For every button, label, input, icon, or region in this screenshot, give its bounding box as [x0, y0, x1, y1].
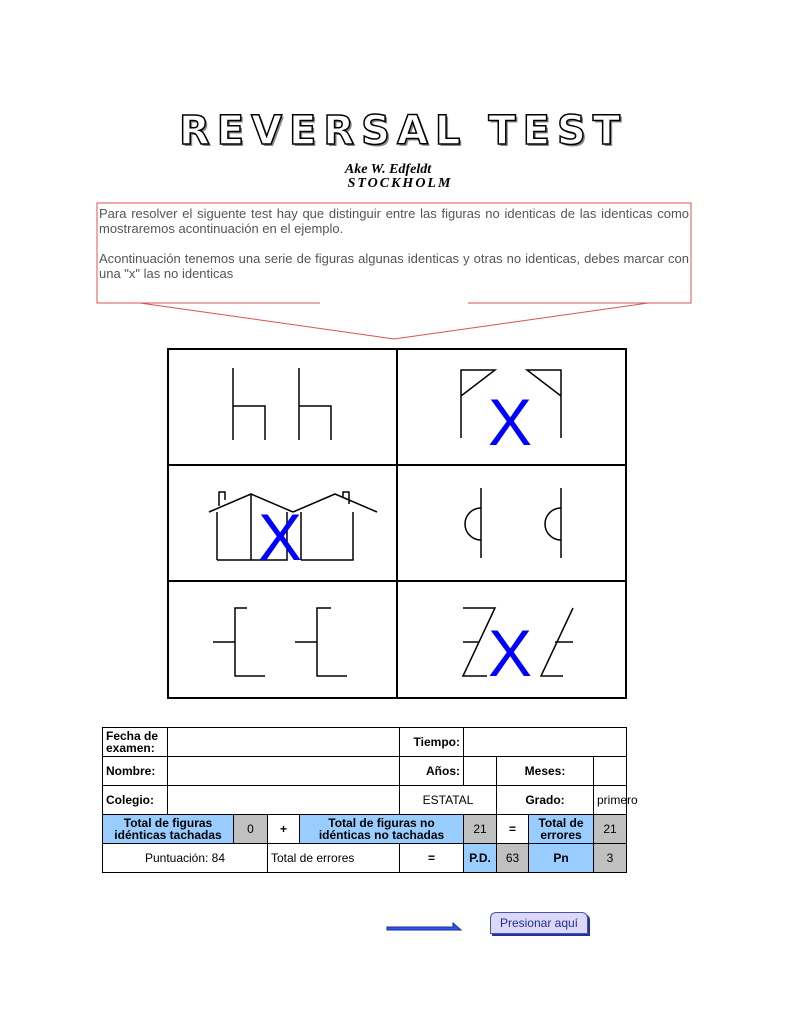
pn-label: Pn: [529, 844, 594, 873]
tiempo-input[interactable]: [464, 728, 627, 757]
instruction-paragraph-2: Acontinuación tenemos una serie de figuras algunas identicas y otras no identicas, debes marcar con una "x" las no identicas: [99, 251, 689, 281]
bracket-figure-left: [213, 608, 265, 676]
x-mark-2: X: [257, 500, 303, 574]
example-figure-grid: [167, 348, 627, 699]
h-figure-right: [299, 368, 331, 440]
total-errores-text: Total de errores: [268, 844, 400, 873]
halfcircle-figure-left: [465, 488, 481, 558]
exam-form: [102, 727, 638, 873]
puntuacion: Puntuación: 84: [103, 844, 268, 873]
tiempo-label: Tiempo:: [400, 728, 464, 757]
flag-figure-right: [527, 370, 561, 438]
total-errores-label: Total de errores: [529, 815, 594, 844]
colegio-value: ESTATAL: [400, 786, 497, 815]
colegio-label: Colegio:: [103, 786, 168, 815]
anos-label: Años:: [400, 757, 464, 786]
page-title: REVERSAL TEST: [178, 108, 628, 154]
no-identicas-label: Total de figuras no idénticas no tachadas: [300, 815, 464, 844]
colegio-input[interactable]: [168, 786, 400, 815]
equals-sign-2: =: [400, 844, 464, 873]
pd-label: P.D.: [464, 844, 497, 873]
meses-label: Meses:: [497, 757, 594, 786]
identicas-tachadas-value: 0: [234, 815, 268, 844]
total-errores-value: 21: [594, 815, 627, 844]
meses-input[interactable]: [594, 757, 627, 786]
anos-input[interactable]: [464, 757, 497, 786]
halfcircle-figure-right: [545, 488, 561, 558]
instruction-paragraph-1: Para resolver el siguente test hay que distinguir entre las figuras no identicas de las identicas como mostraremos acontinuación en el ejemplo.: [99, 206, 689, 236]
pn-value: 3: [594, 844, 627, 873]
bracket-figure-right: [295, 608, 347, 676]
grado-label: Grado:: [497, 786, 594, 815]
instructions-text: [99, 206, 689, 296]
grid-frame: [168, 349, 626, 698]
author-name: Ake W. Edfeldt: [344, 162, 432, 177]
equals-sign: =: [497, 815, 529, 844]
fecha-input[interactable]: [168, 728, 400, 757]
house-figure-right: [293, 492, 377, 560]
fecha-label: Fecha de examen:: [103, 728, 168, 757]
no-identicas-value: 21: [464, 815, 497, 844]
press-here-button[interactable]: Presionar aquí: [490, 912, 588, 934]
pd-value: 63: [497, 844, 529, 873]
author-city: STOCKHOLM: [347, 176, 453, 191]
x-mark-1: X: [487, 385, 533, 459]
z-figure-right: [541, 608, 573, 676]
h-figure-left: [233, 368, 265, 440]
grado-value: primero: [594, 786, 627, 815]
nombre-input[interactable]: [168, 757, 400, 786]
arrow-right-icon: [387, 921, 463, 935]
nombre-label: Nombre:: [103, 757, 168, 786]
x-mark-3: X: [487, 616, 533, 690]
identicas-tachadas-label: Total de figuras idénticas tachadas: [103, 815, 234, 844]
plus-sign: +: [268, 815, 300, 844]
